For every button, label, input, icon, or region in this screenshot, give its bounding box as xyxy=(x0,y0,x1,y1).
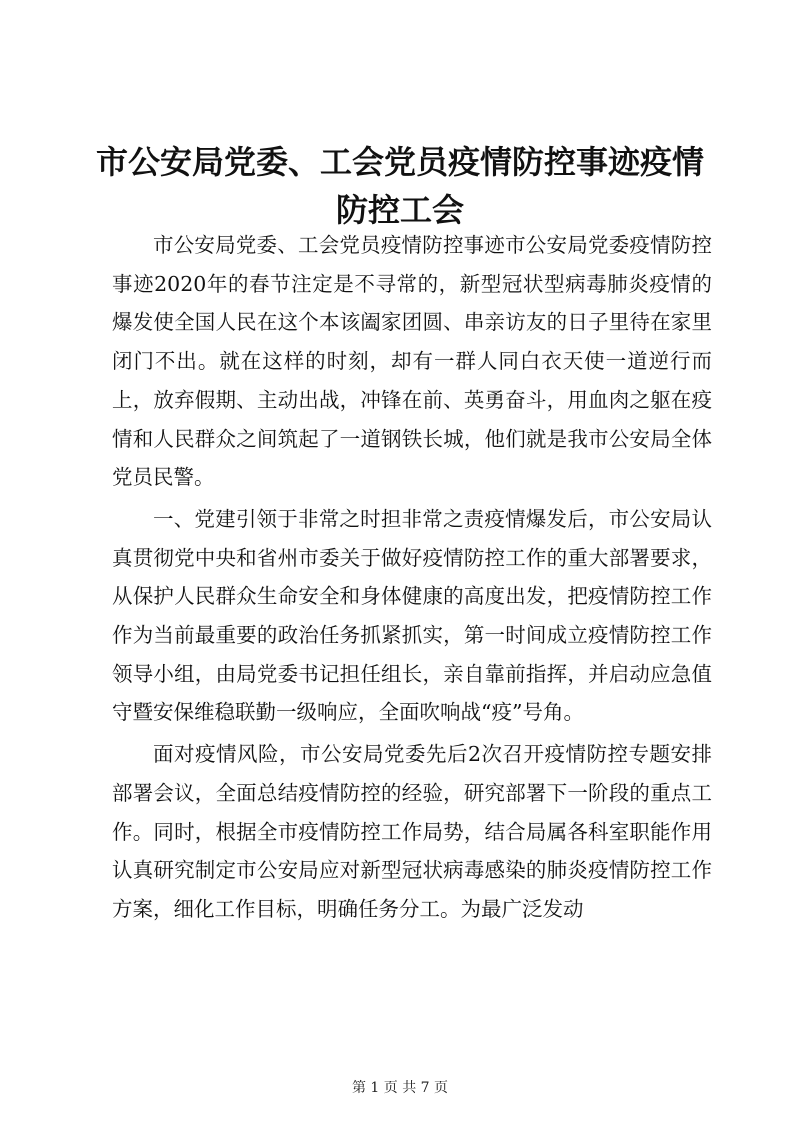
page-footer: 第 1 页 共 7 页 xyxy=(351,1080,449,1096)
paragraph-2: 一、党建引领于非常之时担非常之责疫情爆发后，市公安局认真贯彻党中央和省州市委关于做好疫情防控工作的重大部署要求，从保护人民群众生命安全和身体健康的高度出发，把疫情防控工作作为当前最重要的政治任务抓紧抓实，第一时间成立疫情防控工作领导小组，由局党委书记担任组长，亲自靠前指挥，并启动应急值守暨安保维稳联勤一级响应，全面吹响战“疫”号角。 xyxy=(112,506,712,725)
paragraph-1: 市公安局党委、工会党员疫情防控事迹市公安局党委疫情防控事迹2020年的春节注定是不寻常的，新型冠状型病毒肺炎疫情的爆发使全国人民在这个本该阖家团圆、串亲访友的日子里待在家里闭门不出。就在这样的时刻，却有一群人同白衣天使一道逆行而上，放弃假期、主动出战，冲锋在前、英勇奋斗，用血肉之躯在疫情和人民群众之间筑起了一道钢铁长城，他们就是我市公安局全体党员民警。 xyxy=(112,233,712,490)
document-title: 市公安局党委、工会党员疫情防控事迹疫情防控工会 xyxy=(95,143,704,229)
paragraph-3: 面对疫情风险，市公安局党委先后2次召开疫情防控专题安排部署会议，全面总结疫情防控的经验，研究部署下一阶段的重点工作。同时，根据全市疫情防控工作局势，结合局属各科室职能作用认真研究制定市公安局应对新型冠状病毒感染的肺炎疫情防控工作方案，细化工作目标，明确任务分工。为最广泛发动 xyxy=(112,742,712,921)
document-body xyxy=(112,226,712,932)
